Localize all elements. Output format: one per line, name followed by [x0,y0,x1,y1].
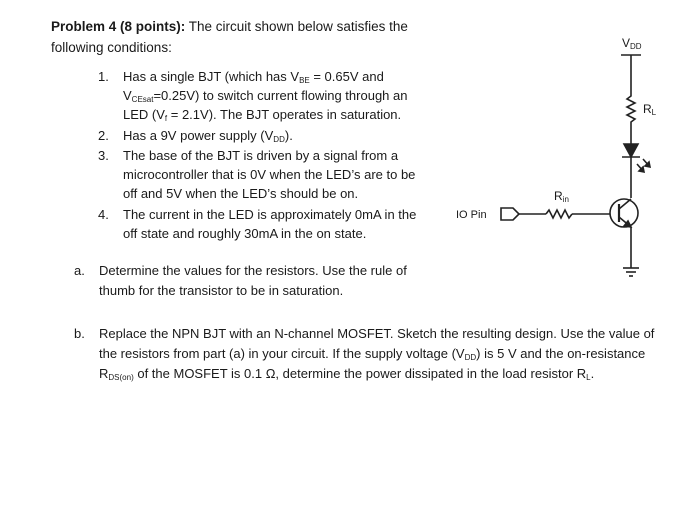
text-run: = 0.65V and [309,69,384,84]
text-run: LED (V [123,107,165,122]
subscript: DD [273,135,285,144]
text-run: Has a single BJT (which has V [123,69,300,84]
rl-label: RL [643,102,657,117]
text-run: . [590,366,595,381]
text-line: The base of the BJT is driven by a signal from a [123,148,399,163]
text-run: ). [284,128,293,143]
subscript: L [586,373,591,382]
subscript: f [164,114,168,123]
condition-number: 4. [98,207,109,222]
text-run: the resistors from part (a) in your circuit. If the supply voltage (V [99,346,465,361]
text-run: =0.25V) to switch current flowing through an [153,88,408,103]
text-line: The current in the LED is approximately 0mA in the [123,207,417,222]
condition-number: 1. [98,69,109,84]
ground-symbol [623,268,639,276]
subscript: CEsat [131,95,154,104]
led-triangle [624,144,638,157]
text-run: V [123,88,132,103]
io-pin-label: IO Pin [456,209,487,221]
text-line: off state and roughly 30mA in the on state. [123,226,367,241]
io-pin-connector [501,208,519,220]
text-run: = 2.1V). The BJT operates in saturation. [167,107,402,122]
text-run: ) is 5 V and the on-resistance [476,346,646,361]
problem-intro-line1: The circuit shown below satisfies the [188,19,408,34]
subscript: BE [299,76,310,85]
text-line: thumb for the transistor to be in saturation. [99,283,344,298]
problem-label: Problem 4 (8 points): [51,19,186,34]
text-run: R [99,366,109,381]
text-run: Has a 9V power supply (V [123,128,274,143]
condition-number: 2. [98,128,109,143]
vdd-label: VDD [622,36,642,51]
input-resistor [546,210,572,218]
part-b-label: b. [74,326,85,341]
part-a-label: a. [74,263,85,278]
condition-number: 3. [98,148,109,163]
rin-label: Rin [554,189,569,204]
led-symbol [622,144,650,172]
text-run: of the MOSFET is 0.1 Ω, determine the power dissipated in the load resistor R [133,366,587,381]
npn-bjt-symbol [610,199,638,227]
bjt-circle [610,199,638,227]
subscript: DS(on) [108,373,134,382]
load-resistor [627,90,635,140]
text-line: Replace the NPN BJT with an N-channel MOSFET. Sketch the resulting design. Use the value of [99,326,655,341]
text-line: Determine the values for the resistors. Use the rule of [99,263,407,278]
problem-intro-line2: following conditions: [51,40,172,55]
text-line: microcontroller that is 0V when the LED’s are to be [123,167,416,182]
text-line: off and 5V when the LED’s should be on. [123,186,359,201]
bjt-collector [619,199,631,209]
subscript: DD [464,353,477,362]
